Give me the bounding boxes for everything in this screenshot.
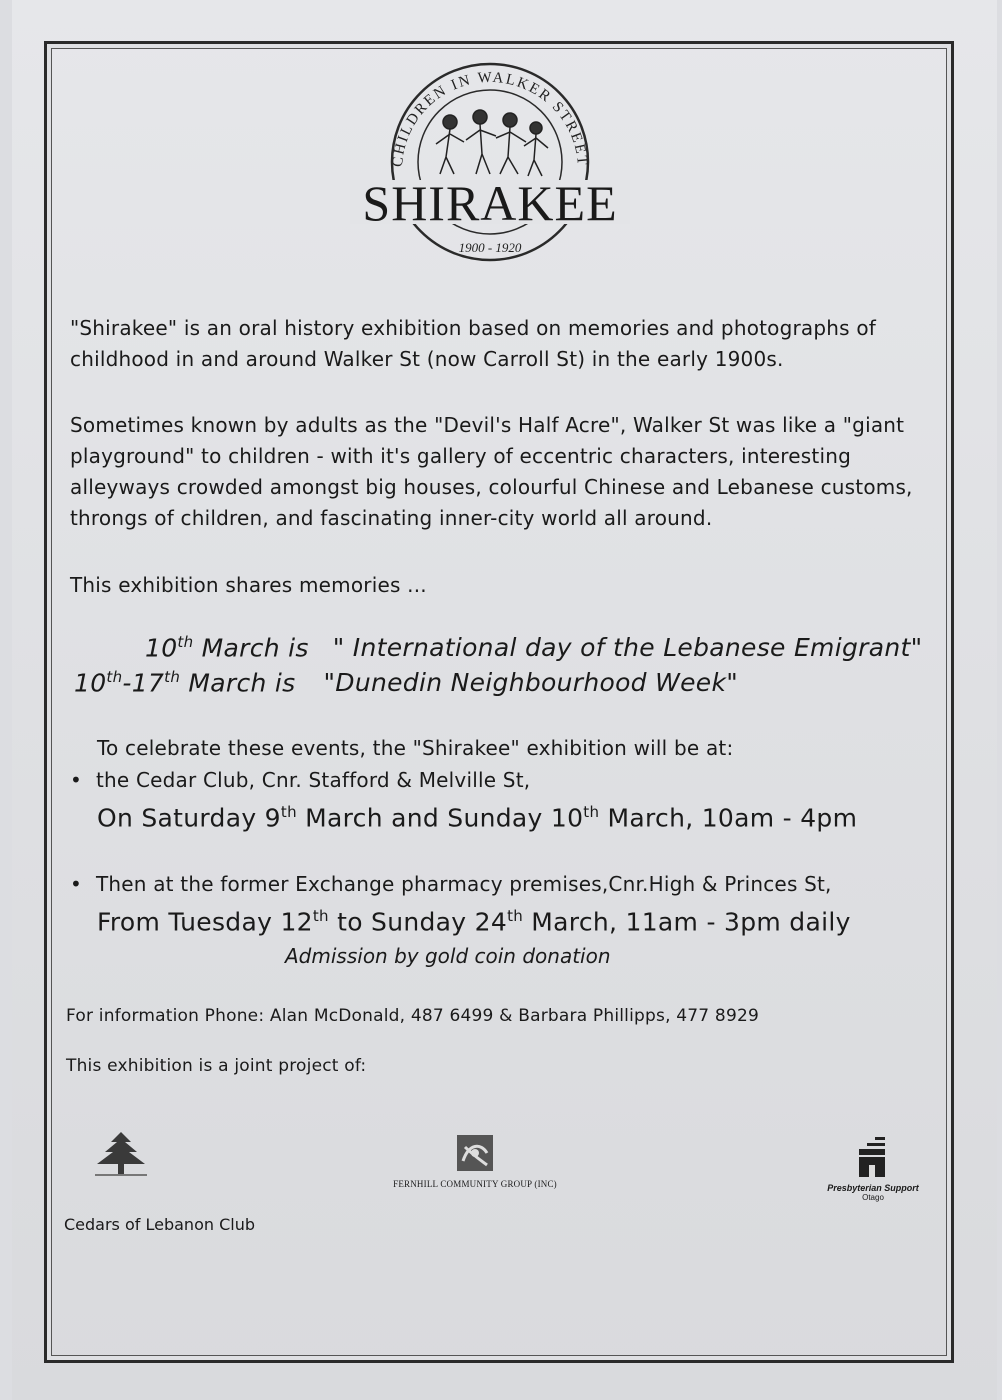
presbyterian-logo <box>818 1135 928 1202</box>
presbyterian-icon <box>853 1135 893 1179</box>
date-ordinal: th <box>177 633 194 651</box>
presbyterian-name: Presbyterian Support <box>827 1183 919 1193</box>
joint-project-line: This exhibition is a joint project of: <box>66 1056 367 1076</box>
description-paragraph: Sometimes known by adults as the "Devil's Half Acre", Walker St was like a "giant playground" to children - with it's gallery of eccentric characters, interesting alleyways crowded amongst big houses, colourful Chinese and Lebanese customs, throngs of children, and fascinating inner-city world all around. <box>70 413 913 530</box>
venue-cedar-club-times: On Saturday 9th March and Sunday 10th March, 10am - 4pm <box>97 803 858 833</box>
venue-cedar-club <box>70 768 530 792</box>
admission-note: Admission by gold coin donation <box>285 944 611 968</box>
venue-place: the Cedar Club, Cnr. Stafford & Melville St, <box>96 768 531 792</box>
bullet-icon: • <box>70 768 82 792</box>
date-ordinal: th <box>106 668 123 686</box>
children-dancing-icon <box>436 110 548 176</box>
cedar-tree-logo <box>86 1130 156 1190</box>
fernhill-logo <box>370 1133 580 1189</box>
venue-exchange-pharmacy <box>70 872 832 896</box>
cedars-club-label: Cedars of Lebanon Club <box>64 1215 255 1234</box>
date-rest: March is <box>180 668 296 698</box>
date-day: 10 <box>74 668 107 698</box>
date-rest: March is <box>193 633 309 663</box>
date-line-emigrant <box>145 633 922 662</box>
shares-line: This exhibition shares memories ... <box>70 573 427 597</box>
shirakee-logo <box>340 62 640 267</box>
intro-paragraph: "Shirakee" is an oral history exhibition based on memories and photographs of childhood in and around Walker St (now Carroll St) in the early 1900s. <box>70 316 877 371</box>
logo-arc-text: CHILDREN IN WALKER STREET <box>389 69 591 168</box>
date-day: 10 <box>145 633 178 663</box>
bullet-icon: • <box>70 872 82 896</box>
presbyterian-sub: Otago <box>862 1193 884 1202</box>
celebrate-line: To celebrate these events, the "Shirakee" exhibition will be at: <box>97 736 734 760</box>
event-neighbourhood: "Dunedin Neighbourhood Week" <box>323 668 739 698</box>
svg-text:CHILDREN IN WALKER STREET <box>390 70 590 168</box>
fernhill-name: FERNHILL COMMUNITY GROUP (INC) <box>393 1179 557 1189</box>
venue-place: Then at the former Exchange pharmacy premises,Cnr.High & Princes St, <box>96 872 832 896</box>
cedar-tree-icon <box>91 1130 151 1180</box>
logo-years: 1900 - 1920 <box>458 240 522 255</box>
fernhill-icon <box>455 1133 495 1173</box>
venue-exchange-times: From Tuesday 12th to Sunday 24th March, 11am - 3pm daily <box>97 907 851 937</box>
date-range-end: -17 <box>122 668 165 698</box>
date-line-neighbourhood <box>74 668 738 697</box>
event-emigrant: " International day of the Lebanese Emigrant" <box>332 633 923 663</box>
logo-title: SHIRAKEE <box>362 175 618 231</box>
info-phone-line: For information Phone: Alan McDonald, 487 6499 & Barbara Phillipps, 477 8929 <box>66 1006 759 1026</box>
date-ordinal: th <box>164 668 181 686</box>
